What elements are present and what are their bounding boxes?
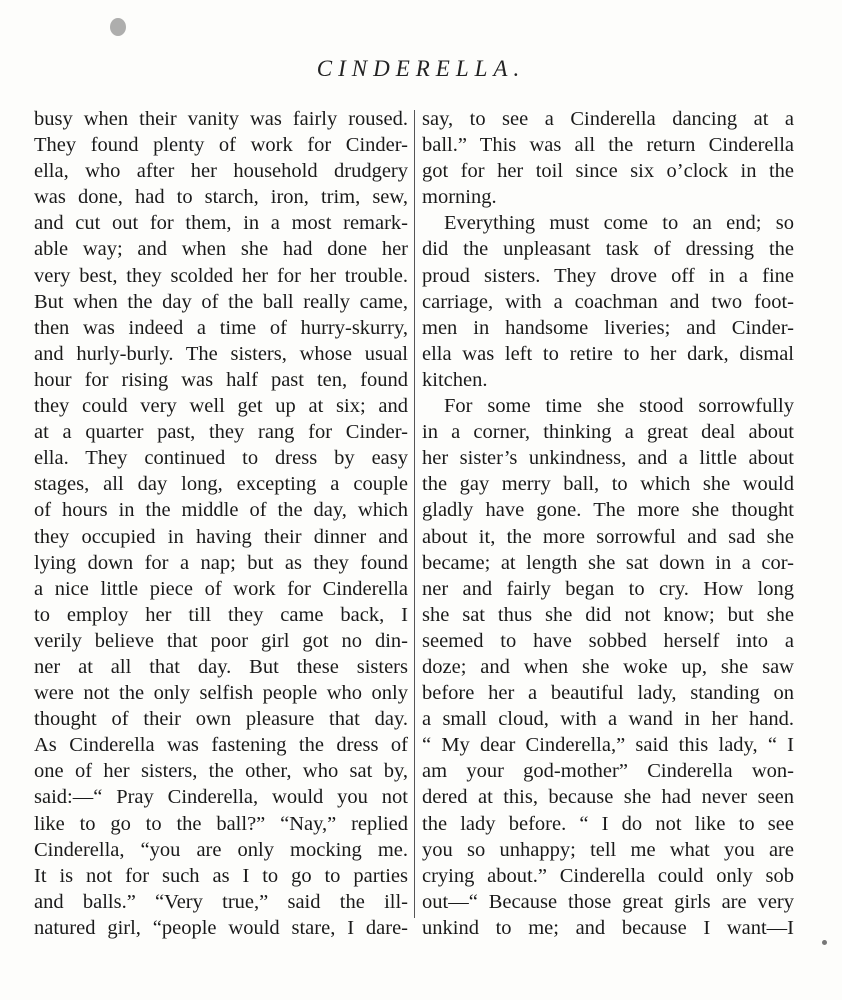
- text-line: a nice little piece of work for Cinderella: [34, 577, 408, 600]
- text-line: were not the only selfish people who only: [34, 682, 408, 705]
- text-line: her sister’s unkindness, and a little about: [422, 447, 794, 470]
- text-line: verily believe that poor girl got no din-: [34, 629, 408, 652]
- text-line: she sat thus she did not know; but she: [422, 603, 794, 626]
- text-line: “ My dear Cinderella,” said this lady, “ I: [422, 734, 794, 757]
- text-line: was done, had to starch, iron, trim, sew,: [34, 186, 408, 209]
- ink-speck: [822, 940, 827, 945]
- text-line: seemed to have sobbed herself into a: [422, 629, 794, 652]
- text-line: before her a beautiful lady, standing on: [422, 682, 794, 705]
- text-line: hour for rising was half past ten, found: [34, 368, 408, 391]
- text-line: like to go to the ball?” “Nay,” replied: [34, 812, 408, 835]
- text-line: am your god-mother” Cinderella won-: [422, 760, 794, 783]
- text-line: they occupied in having their dinner and: [34, 525, 408, 548]
- left-text-column: [34, 106, 408, 941]
- text-line: of hours in the middle of the day, which: [34, 499, 408, 522]
- text-line: ella, who after her household drudgery: [34, 160, 408, 183]
- text-line: ner and fairly began to cry. How long: [422, 577, 794, 600]
- text-line: unkind to me; and because I want—I: [422, 916, 794, 939]
- text-line: stages, all day long, excepting a couple: [34, 473, 408, 496]
- text-line: the lady before. “ I do not like to see: [422, 812, 794, 835]
- text-line: the gay merry ball, to which she would: [422, 473, 794, 496]
- text-line: It is not for such as I to go to parties: [34, 864, 408, 887]
- page-title: CINDERELLA.: [316, 56, 526, 81]
- text-line: then was indeed a time of hurry-skurry,: [34, 316, 408, 339]
- text-line: did the unpleasant task of dressing the: [422, 238, 794, 261]
- text-line: ella. They continued to dress by easy: [34, 447, 408, 470]
- text-line: ner at all that day. But these sisters: [34, 655, 408, 678]
- text-line: crying about.” Cinderella could only sob: [422, 864, 794, 887]
- text-line: ella was left to retire to her dark, dismal: [422, 342, 794, 365]
- text-line: you so unhappy; tell me what you are: [422, 838, 794, 861]
- paragraph-start-line: Everything must come to an end; so: [444, 212, 794, 235]
- column-divider: [414, 110, 415, 918]
- text-line: said:—“ Pray Cinderella, would you not: [34, 786, 408, 809]
- text-line: dered at this, because she had never seen: [422, 786, 794, 809]
- text-line: to employ her till they came back, I: [34, 603, 408, 626]
- text-line: ball.” This was all the return Cinderella: [422, 134, 794, 157]
- text-line: able way; and when she had done her: [34, 238, 408, 261]
- text-line: and cut out for them, in a most remark-: [34, 212, 408, 235]
- text-line: As Cinderella was fastening the dress of: [34, 734, 408, 757]
- text-line: at a quarter past, they rang for Cinder-: [34, 421, 408, 444]
- text-line: proud sisters. They drove off in a fine: [422, 264, 794, 287]
- text-line: in a corner, thinking a great deal about: [422, 421, 794, 444]
- text-line: very best, they scolded her for her trouble.: [34, 264, 408, 287]
- text-line: Cinderella, “you are only mocking me.: [34, 838, 408, 861]
- text-line: out—“ Because those great girls are very: [422, 890, 794, 913]
- text-line: say, to see a Cinderella dancing at a: [422, 108, 794, 130]
- text-line: carriage, with a coachman and two foot-: [422, 290, 794, 313]
- text-line: But when the day of the ball really came,: [34, 290, 408, 313]
- text-line: and hurly-burly. The sisters, whose usual: [34, 342, 408, 365]
- text-line: busy when their vanity was fairly roused.: [34, 108, 408, 130]
- text-line: a small cloud, with a wand in her hand.: [422, 708, 794, 731]
- text-line: got for her toil since six o’clock in the: [422, 160, 794, 183]
- text-line: doze; and when she woke up, she saw: [422, 655, 794, 678]
- text-line: men in handsome liveries; and Cinder-: [422, 316, 794, 339]
- paragraph-start-line: For some time she stood sorrowfully: [444, 395, 794, 418]
- ink-smudge: [110, 18, 126, 36]
- text-line: lying down for a nap; but as they found: [34, 551, 408, 574]
- text-line: natured girl, “people would stare, I dare-: [34, 916, 408, 939]
- text-line: one of her sisters, the other, who sat by,: [34, 760, 408, 783]
- text-line: thought of their own pleasure that day.: [34, 708, 408, 731]
- text-line: They found plenty of work for Cinder-: [34, 134, 408, 157]
- text-line: gladly have gone. The more she thought: [422, 499, 794, 522]
- right-text-column: [422, 106, 794, 941]
- text-line: they could very well get up at six; and: [34, 395, 408, 418]
- text-line: morning.: [422, 186, 497, 209]
- text-line: kitchen.: [422, 368, 488, 391]
- text-line: about it, the more sorrowful and sad she: [422, 525, 794, 548]
- text-line: and balls.” “Very true,” said the ill-: [34, 890, 408, 913]
- text-line: became; at length she sat down in a cor-: [422, 551, 794, 574]
